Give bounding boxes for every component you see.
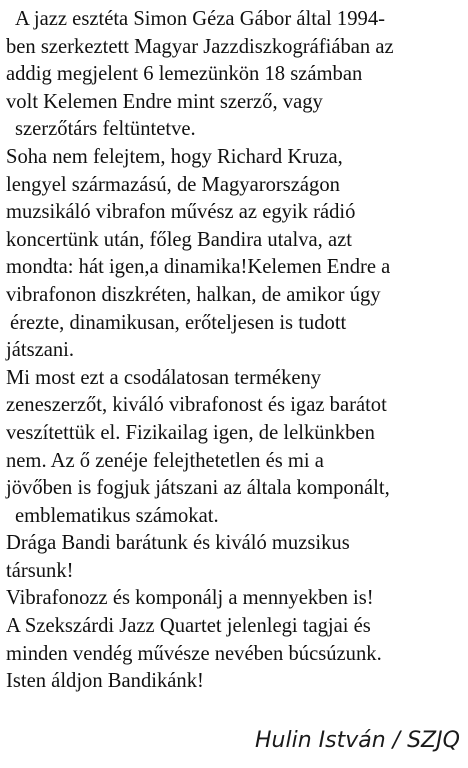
text-line-20: Drága Bandi barátunk és kiváló muzsikus — [6, 532, 350, 555]
signature-drawing — [241, 717, 466, 763]
text-line-16: veszítettük el. Fizikailag igen, de lelkünkben — [6, 421, 375, 444]
text-line-21: társunk! — [6, 559, 74, 582]
text-line-19: emblematikus számokat. — [15, 504, 219, 527]
text-line-24: minden vendég művésze nevében búcsúzunk. — [6, 642, 382, 665]
text-line-23: A Szekszárdi Jazz Quartet jelenlegi tagjai és — [6, 615, 371, 638]
text-line-9: koncertünk után, főleg Bandira utalva, azt — [6, 228, 352, 251]
text-line-2: ben szerkeztett Magyar Jazzdiszkográfiában az — [6, 35, 394, 58]
text-line-14: Mi most ezt a csodálatosan termékeny — [6, 366, 322, 389]
letter-body — [6, 6, 466, 696]
text-line-22: Vibrafonozz és komponálj a mennyekben is! — [6, 587, 374, 610]
text-line-10: mondta: hát igen,a dinamika!Kelemen Endre a — [6, 256, 391, 279]
text-line-12: érezte, dinamikusan, erőteljesen is tudott — [10, 311, 347, 334]
text-line-5: szerzőtárs feltüntetve. — [15, 118, 196, 141]
text-line-13: játszani. — [6, 339, 75, 362]
text-line-4: volt Kelemen Endre mint szerző, vagy — [6, 90, 323, 113]
text-line-15: zeneszerzőt, kiváló vibrafonost és igaz barátot — [6, 394, 387, 417]
text-line-18: jövőben is fogjuk játszani az általa komponált, — [6, 477, 390, 500]
handwritten-signature — [241, 717, 466, 763]
text-line-11: vibrafonon diszkréten, halkan, de amikor úgy — [6, 283, 381, 306]
text-line-25: Isten áldjon Bandikánk! — [6, 670, 204, 693]
text-line-7: lengyel származású, de Magyarországon — [6, 173, 340, 196]
text-line-8: muzsikáló vibrafon művész az egyik rádió — [6, 201, 356, 224]
text-line-3: addig megjelent 6 lemezünkön 18 számban — [6, 63, 363, 86]
text-line-1: A jazz esztéta Simon Géza Gábor által 1994- — [15, 8, 385, 30]
text-line-17: nem. Az ő zenéje felejthetetlen és mi a — [6, 449, 324, 472]
text-line-6: Soha nem felejtem, hogy Richard Kruza, — [6, 145, 343, 168]
signature-text: Hulin István / SZJQ — [255, 728, 460, 753]
